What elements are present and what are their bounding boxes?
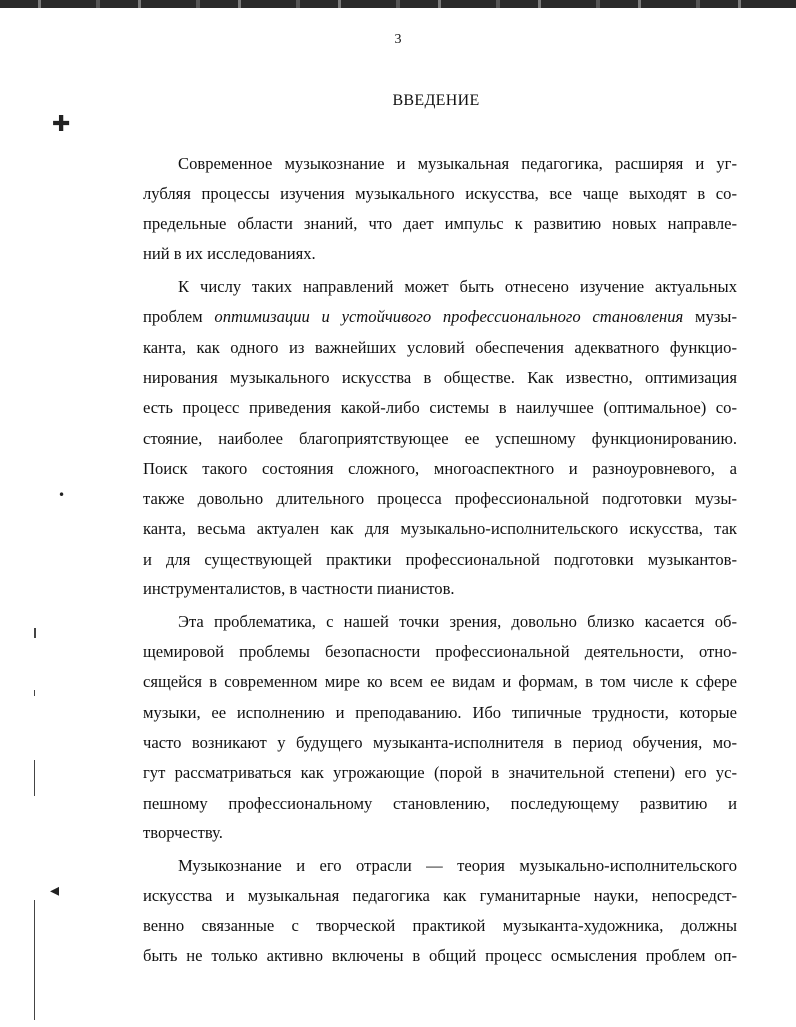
margin-tick [34, 628, 36, 638]
text-line: нирования музыкального искусства в обществе. Как известно, оптимизация [143, 368, 737, 387]
text-line: К числу таких направлений может быть отнесено изучение актуальных [178, 277, 737, 296]
text-line: инструменталистов, в частности пианистов. [143, 579, 455, 598]
emphasis-text: оптимизации и устойчивого профессионального становления [214, 307, 684, 326]
text-line: ний в их исследованиях. [143, 244, 316, 263]
text-line: искусства и музыкальная педагогика как гуманитарные науки, непосредст- [143, 886, 737, 905]
text-line: гут рассматриваться как угрожающие (порой в значительной степени) его ус- [143, 763, 737, 782]
margin-dot-icon: • [58, 488, 66, 502]
text-line: венно связанные с творческой практикой музыканта-художника, должны [143, 916, 737, 935]
text-line: часто возникают у будущего музыканта-исполнителя в период обучения, мо- [143, 733, 737, 752]
text-line: Современное музыкознание и музыкальная педагогика, расширяя и уг- [178, 154, 737, 173]
text-line: быть не только активно включены в общий процесс осмысления проблем оп- [143, 946, 737, 965]
text-line: щемировой проблемы безопасности профессиональной деятельности, отно- [143, 642, 737, 661]
text-line: творчеству. [143, 823, 223, 842]
text-line: также довольно длительного процесса профессиональной подготовки музы- [143, 489, 737, 508]
text-line: предельные области знаний, что дает импульс к развитию новых направле- [143, 214, 737, 233]
text-line: канта, как одного из важнейших условий обеспечения адекватного функцио- [143, 338, 737, 357]
text-line: лубляя процессы изучения музыкального искусства, все чаще выходят в со- [143, 184, 737, 203]
page-number: 3 [394, 32, 402, 47]
text-line: канта, весьма актуален как для музыкально-исполнительского искусства, так [143, 519, 737, 538]
text-line: Музыкознание и его отрасли — теория музыкально-исполнительского [178, 856, 737, 875]
text-line-emphasis [143, 307, 737, 327]
text-fragment: проблем [143, 307, 203, 326]
margin-tick [34, 690, 35, 696]
text-line: Эта проблематика, с нашей точки зрения, довольно близко касается об- [178, 612, 737, 631]
text-line: и для существующей практики профессиональной подготовки музыкантов- [143, 550, 737, 569]
scan-edge-line [0, 0, 796, 8]
text-line: есть процесс приведения какой-либо системы в наилучшее (оптимальное) со- [143, 398, 737, 417]
margin-cross-icon: ✚ [52, 112, 71, 137]
text-fragment: музы- [694, 307, 737, 326]
text-line: музыки, ее исполнению и преподаванию. Ибо типичные трудности, которые [143, 703, 737, 722]
margin-arrow-icon: ◂ [50, 880, 60, 901]
text-line: стояние, наиболее благоприятствующее ее успешному функционированию. [143, 429, 737, 448]
text-line: Поиск такого состояния сложного, многоаспектного и разноуровневого, а [143, 459, 737, 478]
margin-tick [34, 760, 35, 796]
margin-tick [34, 900, 35, 1020]
page-title: ВВЕДЕНИЕ [392, 92, 480, 109]
text-line: сящейся в современном мире ко всем ее видам и формам, в том числе к сфере [143, 672, 737, 691]
text-line: пешному профессиональному становлению, последующему развитию и [143, 794, 737, 813]
